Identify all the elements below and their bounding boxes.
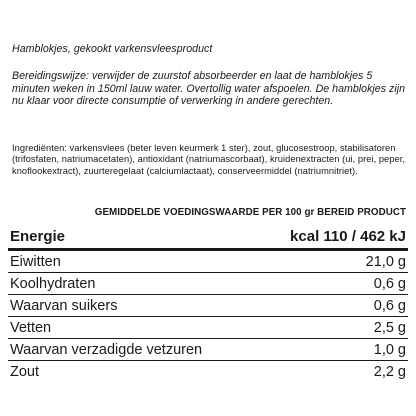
nutrient-value: 21,0 g <box>365 253 406 270</box>
nutrient-label: Zout <box>10 363 40 380</box>
nutrient-label: Vetten <box>10 319 52 336</box>
ingredients-list: Ingrediënten: varkensvlees (beter leven keurmerk 1 ster), zout, glucosestroop, stabilisatoren (trifosfaten, natriumacetaten), antioxidant (natriumascorbaat), kruidenextracten (ui, prei, peper, knoflookextract), zuurteregelaat (calciumlactaat), conserveermiddel (natriumnitriet). <box>12 143 405 176</box>
product-name: Hamblokjes, gekookt varkensvleesproduct <box>12 43 213 55</box>
nutrition-table <box>8 205 408 382</box>
energy-value: kcal 110 / 462 kJ <box>290 228 406 245</box>
nutrition-heading: GEMIDDELDE VOEDINGSWAARDE PER 100 gr BEREID PRODUCT <box>94 207 406 218</box>
nutrient-label: Waarvan verzadigde vetzuren <box>10 341 203 358</box>
nutrient-value: 2,2 g <box>373 363 406 380</box>
nutrient-value: 0,6 g <box>373 275 406 292</box>
preparation-instructions: Bereidingswijze: verwijder de zuurstof absorbeerder en laat de hamblokjes 5 minuten weken in 150ml lauw water. Overtollig water afspoelen. De hamblokjes zijn nu klaar voor directe consumptie of verwerking in andere gerechten. <box>12 70 406 108</box>
energy-label: Energie <box>10 228 66 245</box>
energy-row <box>8 221 408 251</box>
nutrient-value: 2,5 g <box>373 319 406 336</box>
nutrient-row-zout <box>8 361 408 382</box>
nutrient-label: Waarvan suikers <box>10 297 118 314</box>
nutrient-row-vetten <box>8 317 408 339</box>
nutrient-value: 1,0 g <box>373 341 406 358</box>
nutrient-row-verzadigde-vetzuren <box>8 339 408 361</box>
nutrient-row-eiwitten <box>8 251 408 273</box>
nutrient-row-koolhydraten <box>8 273 408 295</box>
nutrient-label: Eiwitten <box>10 253 61 270</box>
nutrient-row-suikers <box>8 295 408 317</box>
nutrient-label: Koolhydraten <box>10 275 96 292</box>
nutrient-value: 0,6 g <box>373 297 406 314</box>
